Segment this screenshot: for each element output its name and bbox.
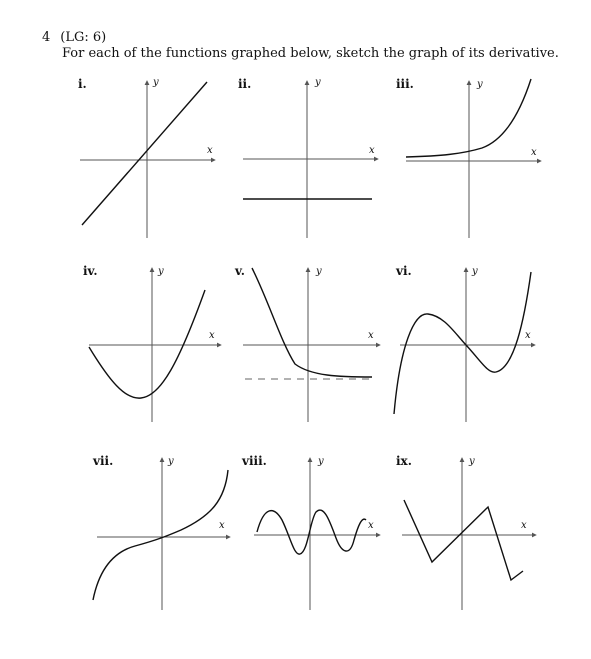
graph-panel-vi [388,262,548,437]
curve-sine [257,510,366,554]
problem-number: 4 [42,30,51,45]
x-axis-label: x [531,147,537,158]
graph-panel-iii [396,75,556,250]
curve-cubic-inflection [93,470,228,600]
graph-numeral: ix. [396,454,412,468]
problem-instruction: For each of the functions graphed below, sketch the graph of its derivative. [62,46,559,61]
graph-numeral: viii. [242,454,267,468]
curve-piecewise-linear [404,500,523,580]
y-axis-label: y [316,266,322,277]
graph-plot-i [70,75,230,250]
graph-panel-viii [240,450,400,625]
x-axis-label: x [521,520,527,531]
graph-plot-iii [396,75,556,250]
graph-numeral: i. [78,77,87,91]
curve-parabola [89,290,205,398]
y-axis-label: y [315,77,321,88]
graph-numeral: v. [235,264,245,278]
graph-panel-ii [233,75,393,250]
problem-tag: (LG: 6) [60,30,107,45]
y-axis-label: y [168,456,174,467]
x-axis-label: x [207,145,213,156]
graph-numeral: iv. [83,264,98,278]
graph-panel-iv [79,262,239,437]
graph-panel-i [70,75,230,250]
graph-plot-viii [240,450,400,625]
y-axis-label: y [153,77,159,88]
x-axis-label: x [525,330,531,341]
problem-header [42,30,106,46]
graph-plot-vii [85,450,245,625]
x-axis-label: x [219,520,225,531]
x-axis-label: x [369,145,375,156]
graph-plot-ix [396,450,556,625]
graph-panel-v [235,262,395,437]
y-axis-label: y [472,266,478,277]
curve-linear [82,82,207,225]
x-axis-label: x [368,330,374,341]
graph-plot-ii [233,75,393,250]
y-axis-label: y [469,456,475,467]
graph-plot-v [235,262,395,437]
y-axis-label: y [318,456,324,467]
x-axis-label: x [368,520,374,531]
y-axis-label: y [158,266,164,277]
graph-numeral: vii. [93,454,114,468]
graph-plot-vi [388,262,548,437]
graph-numeral: iii. [396,77,414,91]
y-axis-label: y [477,79,483,90]
graph-numeral: ii. [238,77,252,91]
graph-panel-ix [396,450,556,625]
x-axis-label: x [209,330,215,341]
curve-cubic [394,272,531,414]
graph-numeral: vi. [396,264,412,278]
graph-plot-iv [79,262,239,437]
graph-panel-vii [85,450,245,625]
curve-decay [252,268,372,377]
